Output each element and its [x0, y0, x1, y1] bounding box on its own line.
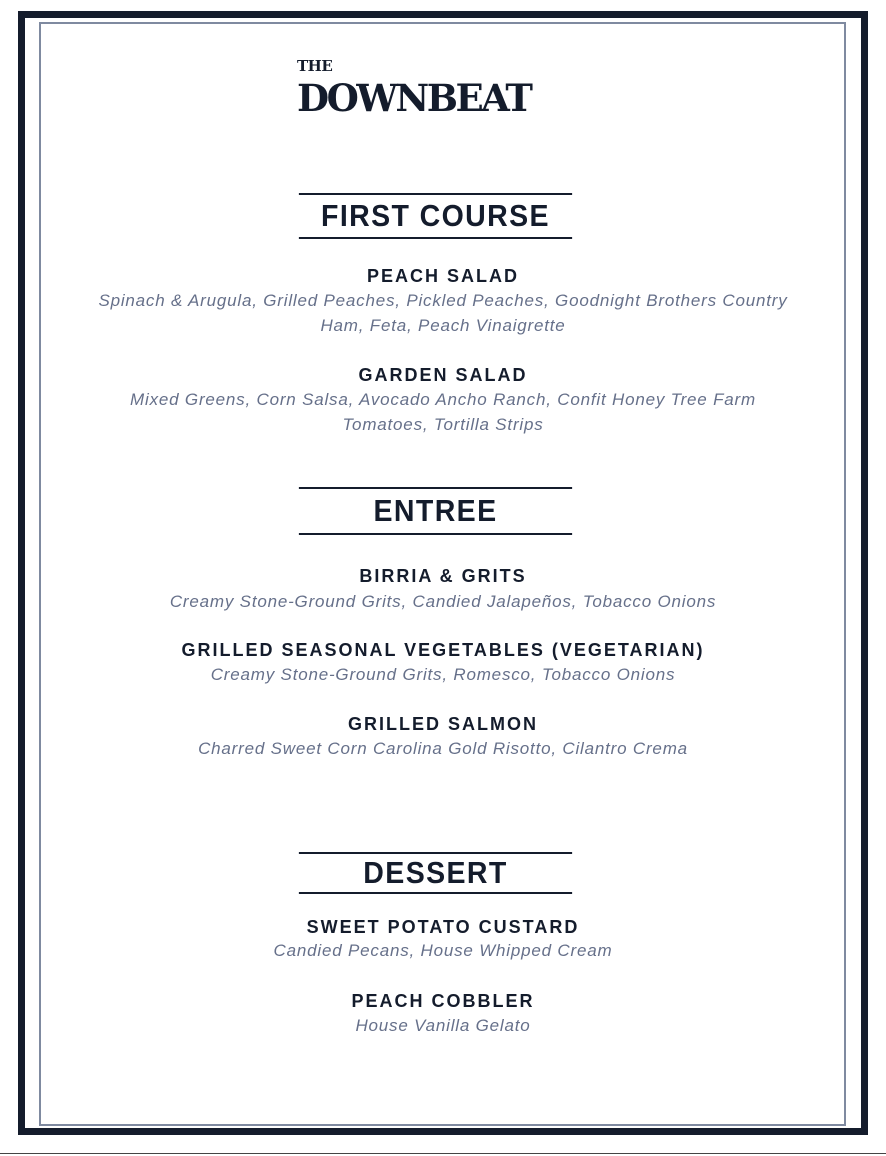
description-line: Candied Pecans, House Whipped Cream [273, 941, 613, 960]
menu-item-description [40, 662, 846, 687]
menu-item-name: GARDEN SALAD [358, 365, 528, 385]
description-line: Tomatoes, Tortilla Strips [342, 415, 544, 434]
restaurant-logo [297, 58, 530, 119]
description-line: House Vanilla Gelato [355, 1016, 531, 1035]
description-line: Creamy Stone-Ground Grits, Candied Jalapeños, Tobacco Onions [169, 592, 717, 611]
menu-item-description [40, 1013, 846, 1038]
page-bottom-rule [0, 1153, 886, 1154]
menu-item-description [40, 288, 846, 338]
menu-item-name: GRILLED SEASONAL VEGETABLES (VEGETARIAN) [181, 640, 705, 660]
section-heading-dessert: DESSERT [299, 852, 572, 894]
menu-item-name: BIRRIA & GRITS [359, 566, 527, 586]
logo-small-text: THE [297, 57, 333, 75]
section-heading-first-course: FIRST COURSE [299, 193, 572, 239]
menu-item-name: PEACH COBBLER [351, 991, 535, 1011]
description-line: Charred Sweet Corn Carolina Gold Risotto, Cilantro Crema [198, 739, 688, 758]
section-heading-entree: ENTREE [299, 487, 572, 535]
description-line: Creamy Stone-Ground Grits, Romesco, Tobacco Onions [210, 665, 676, 684]
description-line: Ham, Feta, Peach Vinaigrette [320, 316, 566, 335]
description-line: Mixed Greens, Corn Salsa, Avocado Ancho Ranch, Confit Honey Tree Farm [130, 390, 756, 409]
description-line: Spinach & Arugula, Grilled Peaches, Pickled Peaches, Goodnight Brothers Country [98, 291, 788, 310]
menu-item-description [40, 589, 846, 614]
menu-item-description [40, 736, 846, 761]
menu-item-name: GRILLED SALMON [348, 714, 538, 734]
logo-main-text: DOWNBEAT [297, 76, 531, 120]
menu-item-description [40, 938, 846, 963]
menu-item-name: PEACH SALAD [366, 266, 519, 286]
menu-item-description [40, 387, 846, 437]
menu-item-name: SWEET POTATO CUSTARD [306, 917, 580, 937]
